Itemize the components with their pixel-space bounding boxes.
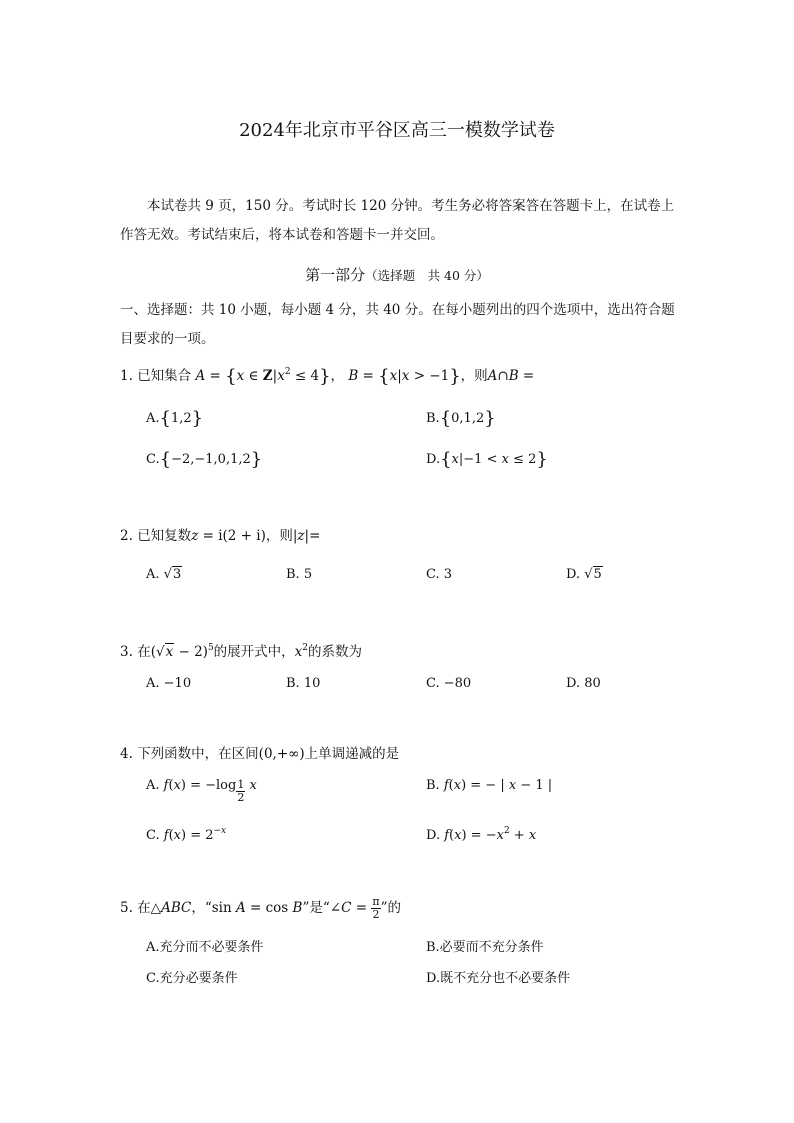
question-1: 1. 已知集合 A = {x ∈ $Z|x^2 \le 4$}， B = {x|x > −1}，则A∩B = [120,366,535,387]
question-3: 3. 在$(√x - 2)^5$的展开式中，$x^2$的系数为 [120,643,363,660]
option-c[interactable]: C. 3 [426,567,453,582]
option-a[interactable]: A. f(x) = −log $\frac{1}{2}$ x [146,778,257,804]
page-title: 2024年北京市平谷区高三一模数学试卷 [239,120,555,141]
option-c[interactable]: C.充分必要条件 [146,971,238,986]
math-set-b: B [348,368,359,384]
option-a[interactable]: A.{1,2} [146,408,204,429]
option-d[interactable]: D. $f(x) = -x^2 + x$ [426,826,537,843]
option-d[interactable]: D.既不充分也不必要条件 [426,971,571,986]
option-b[interactable]: B. 10 [286,676,321,691]
option-b[interactable]: B.{0,1,2} [426,408,496,429]
option-b[interactable]: B.必要而不充分条件 [426,940,544,955]
question-text: 已知复数 [137,528,192,544]
part-note: （选择题 共 40 分） [365,268,489,283]
part-heading [0,264,794,285]
part-title: 第一部分 [305,266,366,284]
question-4 [120,742,399,762]
question-number: 4. [120,746,133,762]
option-c[interactable]: C. $f(x) = 2^{-x}$ [146,826,227,843]
option-a[interactable]: A.充分而不必要条件 [146,940,264,955]
option-d[interactable]: D. 80 [566,676,601,691]
section-instructions: 一、选择题：共 10 小题，每小题 4 分，共 40 分。在每小题列出的四个选项中，选出符合题目要求的一项。 [120,302,675,347]
option-b[interactable]: B. f(x) = − | x − 1 | [426,778,553,793]
question-2: 2. 已知复数z = i(2 + i)，则|z|= [120,528,321,544]
math-set-a: A [195,368,206,384]
question-number: 1. [120,368,133,384]
question-text: 已知集合 [137,368,192,384]
question-number: 3. [120,644,133,660]
option-b[interactable]: B. 5 [286,567,313,582]
option-a[interactable]: A. √3 [146,567,182,582]
option-c[interactable]: C.{−2,−1,0,1,2} [146,449,263,470]
question-number: 5. [120,900,133,916]
question-text: 下列函数中，在区间(0,+∞)上单调递减的是 [137,746,400,762]
option-d[interactable]: D. √5 [566,567,602,582]
option-a[interactable]: A. −10 [146,676,192,691]
question-5: 5. 在△ABC，“sin A = cos B”是“∠C = $\frac{\pi}{2}$ ”的 [120,895,401,921]
option-d[interactable]: D.{x|−1 < x ≤ 2} [426,449,548,470]
question-number: 2. [120,528,133,544]
exam-instructions: 本试卷共 9 页，150 分。考试时长 120 分钟。考生务必将答案答在答题卡上，在试卷上作答无效。考试结束后，将本试卷和答题卡一并交回。 [120,198,675,243]
option-c[interactable]: C. −80 [426,676,472,691]
